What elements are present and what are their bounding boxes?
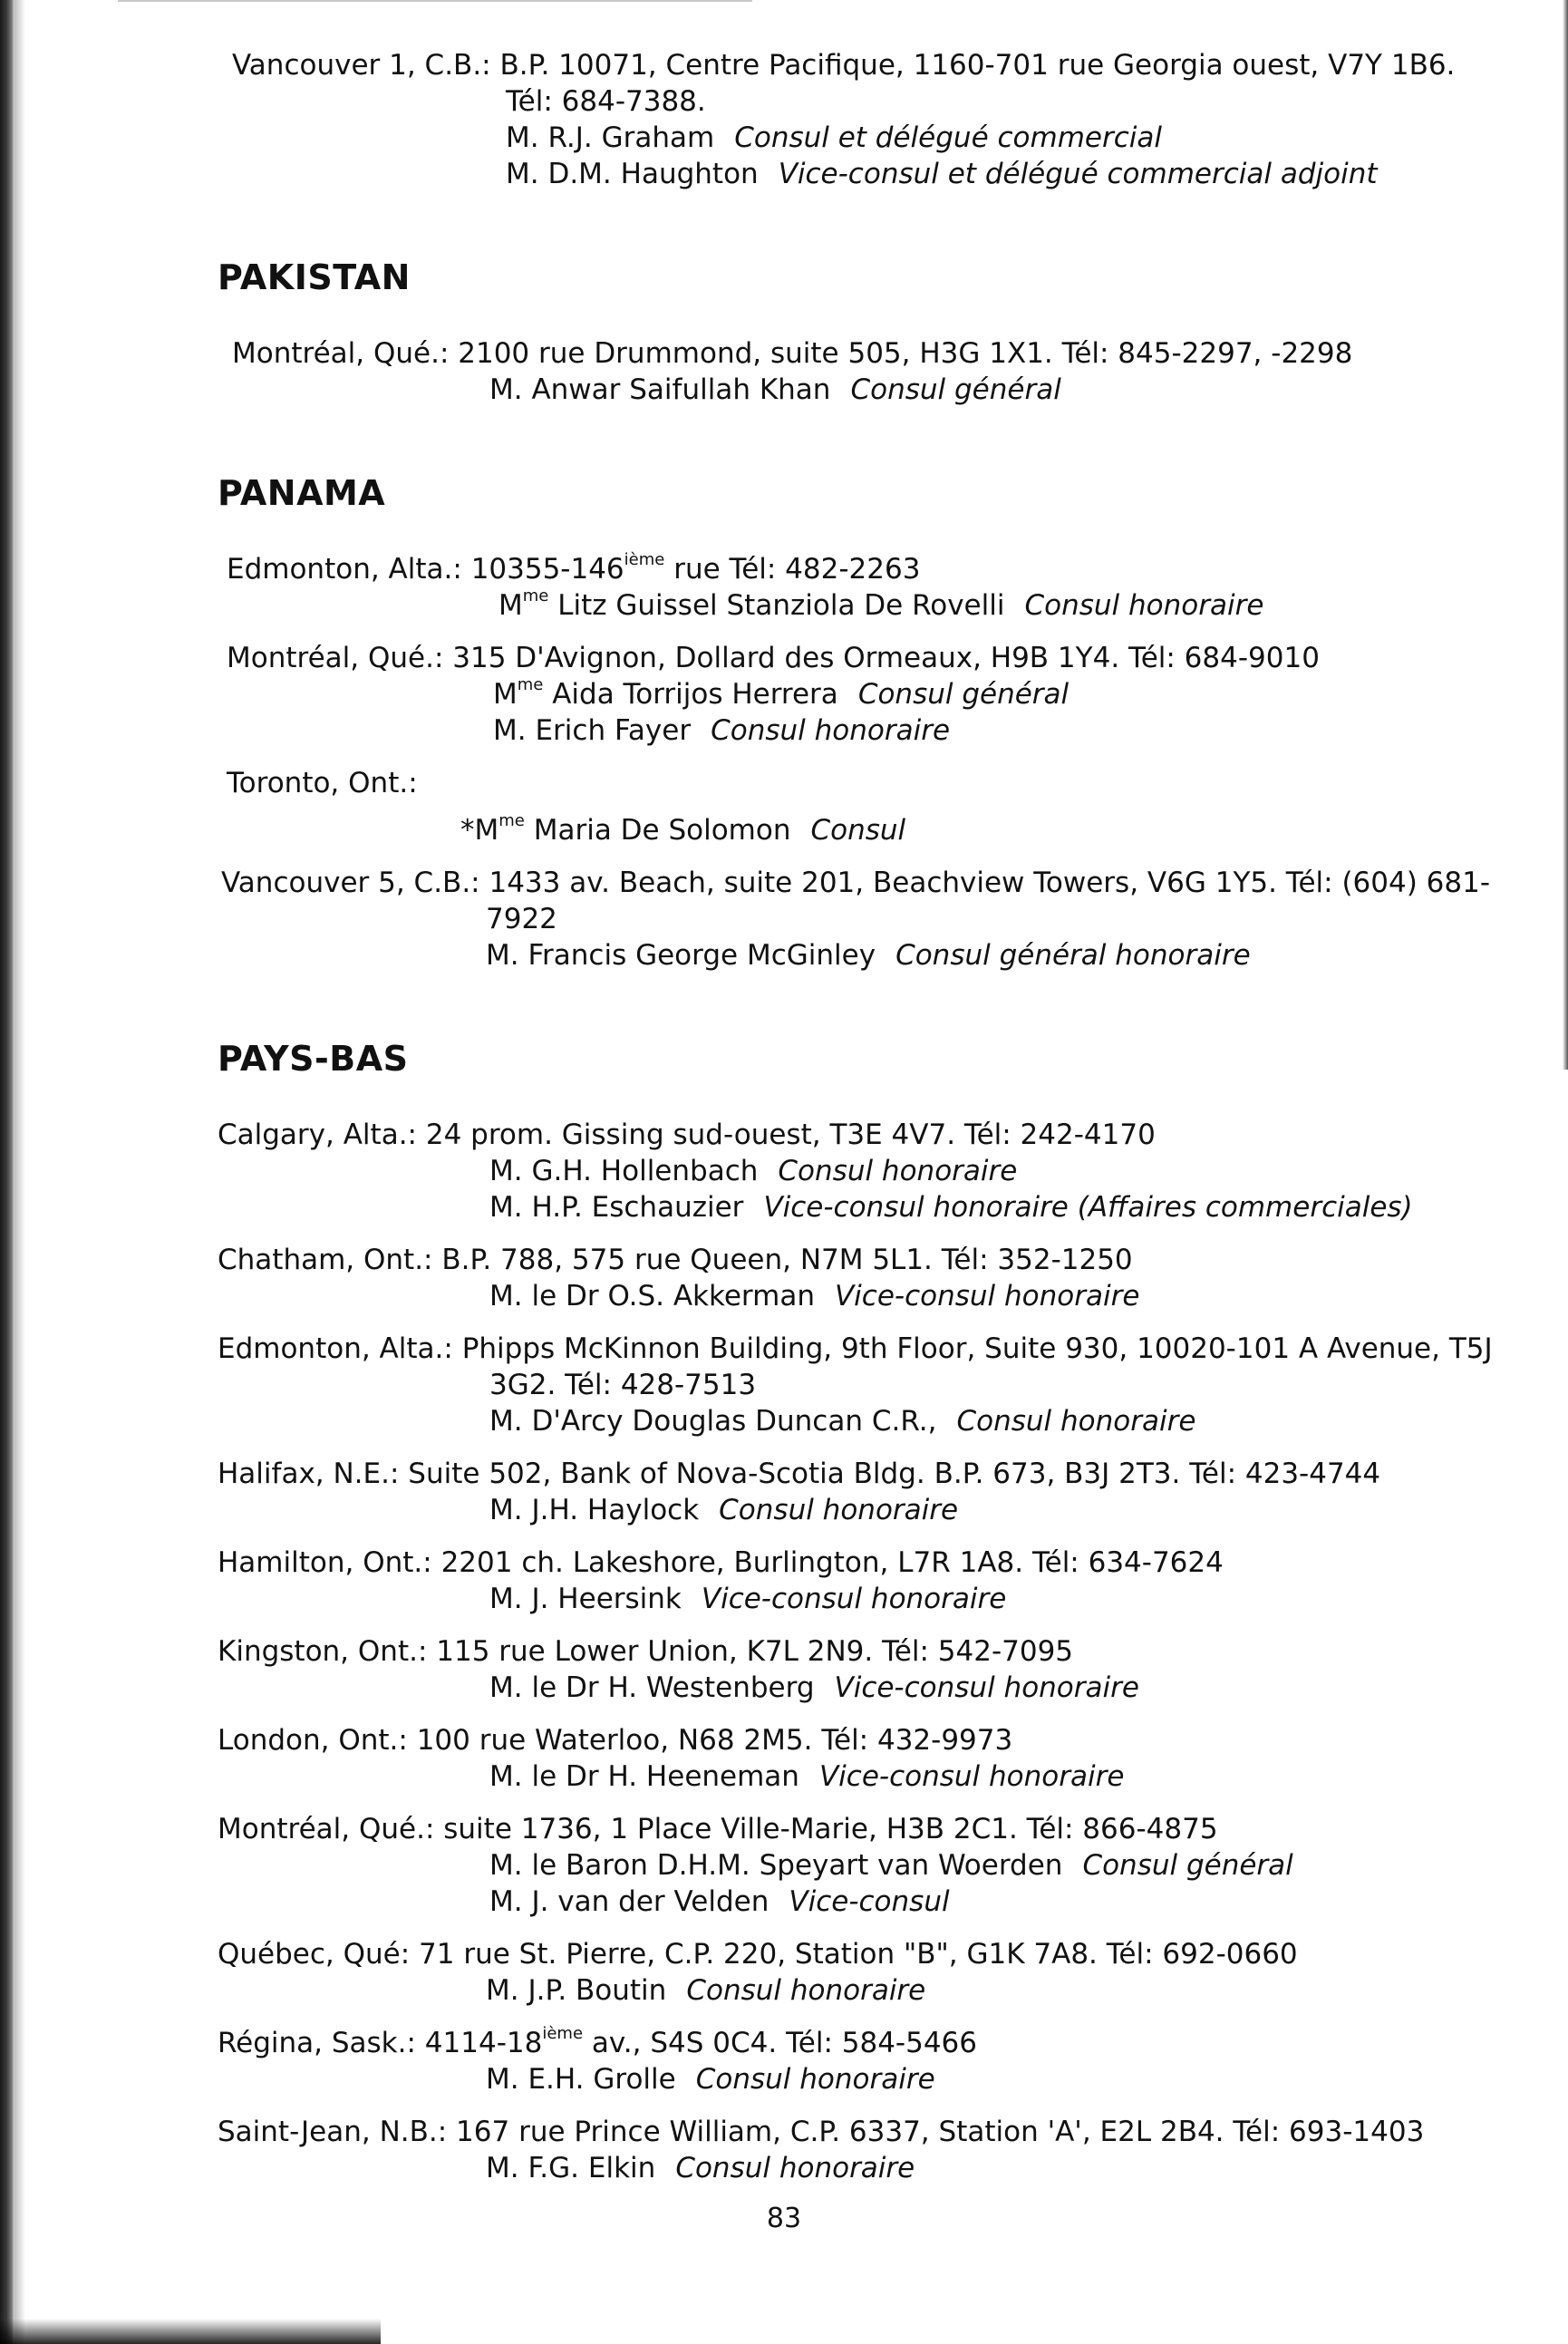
consulate-entry bbox=[218, 47, 1523, 192]
address-text: 115 rue Lower Union, K7L 2N9. Tél: 542-7095 bbox=[436, 1635, 1074, 1668]
spacer bbox=[218, 1920, 1523, 1936]
spacer bbox=[218, 1795, 1523, 1811]
address-part: rue Tél: 482-2263 bbox=[664, 553, 921, 586]
entry-header-line bbox=[218, 1936, 1523, 1972]
consul-title: Consul bbox=[810, 814, 906, 847]
consul-title: Consul général bbox=[857, 678, 1070, 711]
address-text: Suite 502, Bank of Nova-Scotia Bldg. B.P. 673, B3J 2T3. Tél: 423-4744 bbox=[408, 1458, 1381, 1490]
city-label: Vancouver 5, C.B.: bbox=[221, 867, 480, 899]
address-part: 10355-146 bbox=[470, 553, 624, 586]
name-prefix: M bbox=[493, 678, 518, 711]
name-text: M. E.H. Grolle bbox=[486, 2063, 676, 2096]
spacer bbox=[218, 535, 1523, 551]
title-superscript: me bbox=[498, 810, 525, 830]
consul-title: Consul honoraire bbox=[956, 1405, 1196, 1438]
address-text: Phipps McKinnon Building, 9th Floor, Suite 930, 10020-101 A Avenue, T5J bbox=[461, 1332, 1493, 1365]
spacer bbox=[218, 192, 1523, 254]
name-text: M. Anwar Saifullah Khan bbox=[489, 373, 831, 406]
city-label: Edmonton, Alta.: bbox=[218, 1332, 453, 1365]
page-right-edge bbox=[1563, 0, 1568, 1070]
address-part: av., S4S 0C4. Tél: 584-5466 bbox=[583, 2027, 977, 2059]
consul-line bbox=[218, 1758, 1523, 1795]
address-text: 2100 rue Drummond, suite 505, H3G 1X1. Tél: 845-2297, -2298 bbox=[458, 337, 1353, 370]
consul-title: Vice-consul bbox=[789, 1885, 950, 1918]
consul-title: Consul honoraire bbox=[719, 1494, 959, 1526]
name-text: M. J. Heersink bbox=[489, 1583, 682, 1615]
city-label: Hamilton, Ont.: bbox=[218, 1546, 432, 1579]
consul-title: Consul honoraire bbox=[1024, 589, 1264, 622]
consul-name bbox=[486, 1972, 666, 2009]
consulate-entry bbox=[218, 765, 1523, 848]
entry-header-line bbox=[218, 1117, 1523, 1153]
consulate-entry bbox=[218, 1331, 1523, 1439]
consul-name bbox=[506, 120, 714, 156]
address-text: B.P. 10071, Centre Pacifique, 1160-701 rue Georgia ouest, V7Y 1B6. bbox=[499, 49, 1456, 82]
spacer bbox=[218, 2097, 1523, 2114]
consul-name bbox=[489, 1758, 799, 1795]
address-continuation-line bbox=[218, 83, 1523, 120]
spacer bbox=[218, 1617, 1523, 1633]
consul-line bbox=[218, 1278, 1523, 1314]
consul-name bbox=[489, 1492, 699, 1528]
consul-title: Vice-consul honoraire bbox=[834, 1671, 1139, 1704]
name-text: M. G.H. Hollenbach bbox=[489, 1155, 759, 1187]
consul-name bbox=[493, 676, 838, 712]
entry-header-line bbox=[218, 47, 1523, 83]
address-text: 1433 av. Beach, suite 201, Beachview Towers, V6G 1Y5. Tél: (604) 681- bbox=[489, 867, 1491, 899]
consul-title: Vice-consul et délégué commercial adjoint bbox=[778, 158, 1378, 190]
consul-title: Consul honoraire bbox=[695, 2063, 935, 2096]
spacer bbox=[218, 408, 1523, 470]
consul-line bbox=[218, 937, 1523, 973]
name-text: M. le Dr H. Westenberg bbox=[489, 1671, 815, 1704]
consul-name bbox=[506, 156, 759, 192]
consulate-entry bbox=[218, 640, 1523, 749]
consul-line bbox=[218, 1153, 1523, 1189]
consul-line bbox=[218, 2061, 1523, 2097]
city-label: London, Ont.: bbox=[218, 1724, 408, 1757]
name-text: Litz Guissel Stanziola De Rovelli bbox=[548, 589, 1005, 622]
address-part: 4114-18 bbox=[424, 2027, 543, 2059]
city-label: Montréal, Qué.: bbox=[227, 642, 444, 674]
spacer bbox=[218, 1314, 1523, 1331]
name-text: M. Francis George McGinley bbox=[486, 939, 876, 972]
address-text bbox=[425, 2025, 977, 2061]
consulate-entry bbox=[218, 865, 1523, 973]
consul-line bbox=[218, 712, 1523, 749]
name-text: M. J.P. Boutin bbox=[486, 1974, 667, 2007]
address-text: 315 D'Avignon, Dollard des Ormeaux, H9B 1Y4. Tél: 684-9010 bbox=[452, 642, 1320, 674]
address-text: 2201 ch. Lakeshore, Burlington, L7R 1A8. Tél: 634-7624 bbox=[440, 1546, 1224, 1579]
name-text: M. F.G. Elkin bbox=[486, 2152, 656, 2184]
name-prefix: *M bbox=[460, 814, 499, 847]
ordinal-superscript: ième bbox=[624, 549, 665, 569]
consul-name bbox=[489, 1189, 743, 1225]
consul-title: Consul et délégué commercial bbox=[734, 121, 1162, 154]
consul-line bbox=[218, 587, 1523, 624]
consul-line bbox=[218, 2150, 1523, 2186]
consulate-entry bbox=[218, 335, 1523, 408]
consulate-entry bbox=[218, 1242, 1523, 1314]
consul-name bbox=[486, 2061, 676, 2097]
consul-line bbox=[218, 676, 1523, 712]
consul-title: Consul honoraire bbox=[675, 2152, 915, 2184]
city-label: Montréal, Qué.: bbox=[218, 1813, 435, 1845]
consulate-entry bbox=[218, 1117, 1523, 1225]
country-heading: PANAMA bbox=[218, 473, 386, 513]
spacer bbox=[218, 848, 1523, 865]
name-text: M. D.M. Haughton bbox=[506, 158, 759, 190]
consul-title: Consul général bbox=[850, 373, 1061, 406]
entry-header-line bbox=[218, 1545, 1523, 1581]
country-heading: PAKISTAN bbox=[218, 257, 411, 297]
consul-title: Vice-consul honoraire bbox=[701, 1583, 1007, 1615]
city-label: Toronto, Ont.: bbox=[227, 767, 418, 799]
address-continuation: 3G2. Tél: 428-7513 bbox=[489, 1369, 757, 1401]
consul-name bbox=[489, 1884, 769, 1920]
city-label: Calgary, Alta.: bbox=[218, 1119, 417, 1151]
consulate-entry bbox=[218, 1936, 1523, 2009]
name-text: M. le Dr O.S. Akkerman bbox=[489, 1280, 815, 1312]
entry-header-line bbox=[218, 1456, 1523, 1492]
entry-header-line bbox=[218, 765, 1523, 801]
entry-header-line bbox=[218, 2114, 1523, 2150]
city-label: Québec, Qué: bbox=[218, 1938, 411, 1971]
consul-title: Consul honoraire bbox=[778, 1155, 1018, 1187]
consul-line bbox=[218, 156, 1523, 192]
name-text: M. Erich Fayer bbox=[493, 714, 692, 747]
consul-name bbox=[489, 1670, 815, 1706]
consul-line bbox=[218, 1670, 1523, 1706]
city-label: Régina, Sask.: bbox=[218, 2027, 416, 2059]
city-label: Chatham, Ont.: bbox=[218, 1244, 433, 1276]
address-text: 24 prom. Gissing sud-ouest, T3E 4V7. Tél: 242-4170 bbox=[425, 1119, 1156, 1151]
consulate-entry bbox=[218, 551, 1523, 624]
entry-header-line bbox=[218, 2025, 1523, 2061]
consul-title: Consul honoraire bbox=[686, 1974, 926, 2007]
address-continuation-line bbox=[218, 901, 1523, 937]
name-text: M. J.H. Haylock bbox=[489, 1494, 700, 1526]
address-text: 71 rue St. Pierre, C.P. 220, Station "B", G1K 7A8. Tél: 692-0660 bbox=[419, 1938, 1298, 1971]
consul-line bbox=[218, 372, 1523, 408]
book-binding-edge bbox=[0, 0, 15, 2344]
city-label: Montréal, Qué.: bbox=[232, 337, 450, 370]
spacer bbox=[218, 973, 1523, 1035]
entry-header-line bbox=[218, 1633, 1523, 1670]
consul-title: Consul général honoraire bbox=[895, 939, 1251, 972]
consul-name bbox=[489, 372, 830, 408]
entry-header-line bbox=[218, 1811, 1523, 1847]
consul-title: Vice-consul honoraire bbox=[834, 1280, 1140, 1312]
consul-line bbox=[218, 1189, 1523, 1225]
title-superscript: me bbox=[517, 674, 544, 694]
name-prefix: M bbox=[498, 589, 523, 622]
consul-name bbox=[486, 2150, 655, 2186]
consul-line bbox=[218, 1581, 1523, 1617]
consulate-entry bbox=[218, 1722, 1523, 1795]
binding-shadow bbox=[15, 0, 25, 2344]
entry-header-line bbox=[218, 1242, 1523, 1278]
address-continuation: Tél: 684-7388. bbox=[506, 85, 706, 118]
city-label: Saint-Jean, N.B.: bbox=[218, 2116, 448, 2148]
consul-line bbox=[218, 1972, 1523, 2009]
consul-line bbox=[218, 1403, 1523, 1439]
name-text: M. le Dr H. Heeneman bbox=[489, 1760, 799, 1793]
spacer bbox=[218, 1439, 1523, 1456]
page-number: 83 bbox=[766, 2203, 802, 2234]
entry-header-line bbox=[218, 335, 1523, 372]
name-text: Aida Torrijos Herrera bbox=[543, 678, 838, 711]
city-label: Vancouver 1, C.B.: bbox=[232, 49, 491, 82]
consul-title: Consul honoraire bbox=[711, 714, 951, 747]
consul-name bbox=[460, 812, 791, 848]
consulate-entry bbox=[218, 1545, 1523, 1617]
consul-title: Vice-consul honoraire bbox=[818, 1760, 1125, 1793]
name-text: Maria De Solomon bbox=[524, 814, 791, 847]
address-continuation: 7922 bbox=[486, 903, 557, 935]
consul-name bbox=[489, 1581, 682, 1617]
spacer bbox=[218, 2009, 1523, 2025]
title-superscript: me bbox=[522, 586, 549, 605]
city-label: Halifax, N.E.: bbox=[218, 1458, 400, 1490]
entry-header-line bbox=[218, 551, 1523, 587]
consul-line bbox=[218, 120, 1523, 156]
spacer bbox=[218, 1225, 1523, 1242]
consul-line bbox=[218, 1492, 1523, 1528]
consul-name bbox=[498, 587, 1004, 624]
consul-title: Vice-consul honoraire (Affaires commerciales) bbox=[763, 1191, 1413, 1224]
consulate-entry bbox=[218, 1633, 1523, 1706]
consul-name bbox=[486, 937, 876, 973]
address-text bbox=[471, 551, 921, 587]
address-text: 100 rue Waterloo, N68 2M5. Tél: 432-9973 bbox=[416, 1724, 1013, 1757]
entry-header-line bbox=[218, 1331, 1523, 1367]
spacer bbox=[218, 1100, 1523, 1117]
city-label: Kingston, Ont.: bbox=[218, 1635, 428, 1668]
consulate-entry bbox=[218, 1811, 1523, 1920]
consul-name bbox=[489, 1278, 815, 1314]
address-text: B.P. 788, 575 rue Queen, N7M 5L1. Tél: 352-1250 bbox=[441, 1244, 1133, 1276]
spacer bbox=[218, 624, 1523, 640]
entry-header-line bbox=[218, 865, 1523, 901]
address-text: suite 1736, 1 Place Ville-Marie, H3B 2C1. Tél: 866-4875 bbox=[443, 1813, 1218, 1845]
consul-line bbox=[218, 1884, 1523, 1920]
consulate-entry bbox=[218, 2025, 1523, 2097]
address-text: 167 rue Prince William, C.P. 6337, Station 'A', E2L 2B4. Tél: 693-1403 bbox=[456, 2116, 1425, 2148]
country-heading: PAYS-BAS bbox=[218, 1039, 409, 1079]
name-text: M. R.J. Graham bbox=[506, 121, 715, 154]
consulate-entry bbox=[218, 1456, 1523, 1528]
entry-header-line bbox=[218, 640, 1523, 676]
consul-line bbox=[218, 1847, 1523, 1884]
spacer bbox=[218, 319, 1523, 335]
consul-name bbox=[493, 712, 691, 749]
consul-line bbox=[218, 812, 1523, 848]
spacer bbox=[218, 1528, 1523, 1545]
name-text: M. D'Arcy Douglas Duncan C.R., bbox=[489, 1405, 937, 1438]
spacer bbox=[218, 749, 1523, 765]
city-label: Edmonton, Alta.: bbox=[227, 553, 462, 586]
top-rule bbox=[118, 0, 752, 2]
name-text: M. le Baron D.H.M. Speyart van Woerden bbox=[489, 1849, 1063, 1882]
entry-header-line bbox=[218, 1722, 1523, 1758]
directory-page bbox=[218, 47, 1523, 2186]
consul-name bbox=[489, 1847, 1062, 1884]
consul-name bbox=[489, 1403, 937, 1439]
spacer bbox=[218, 1706, 1523, 1722]
bottom-shadow bbox=[0, 2319, 381, 2344]
name-text: M. J. van der Velden bbox=[489, 1885, 769, 1918]
consul-name bbox=[489, 1153, 758, 1189]
name-text: M. H.P. Eschauzier bbox=[489, 1191, 744, 1224]
consulate-entry bbox=[218, 2114, 1523, 2186]
address-continuation-line bbox=[218, 1367, 1523, 1403]
ordinal-superscript: ième bbox=[542, 2023, 584, 2043]
consul-title: Consul général bbox=[1082, 1849, 1293, 1882]
